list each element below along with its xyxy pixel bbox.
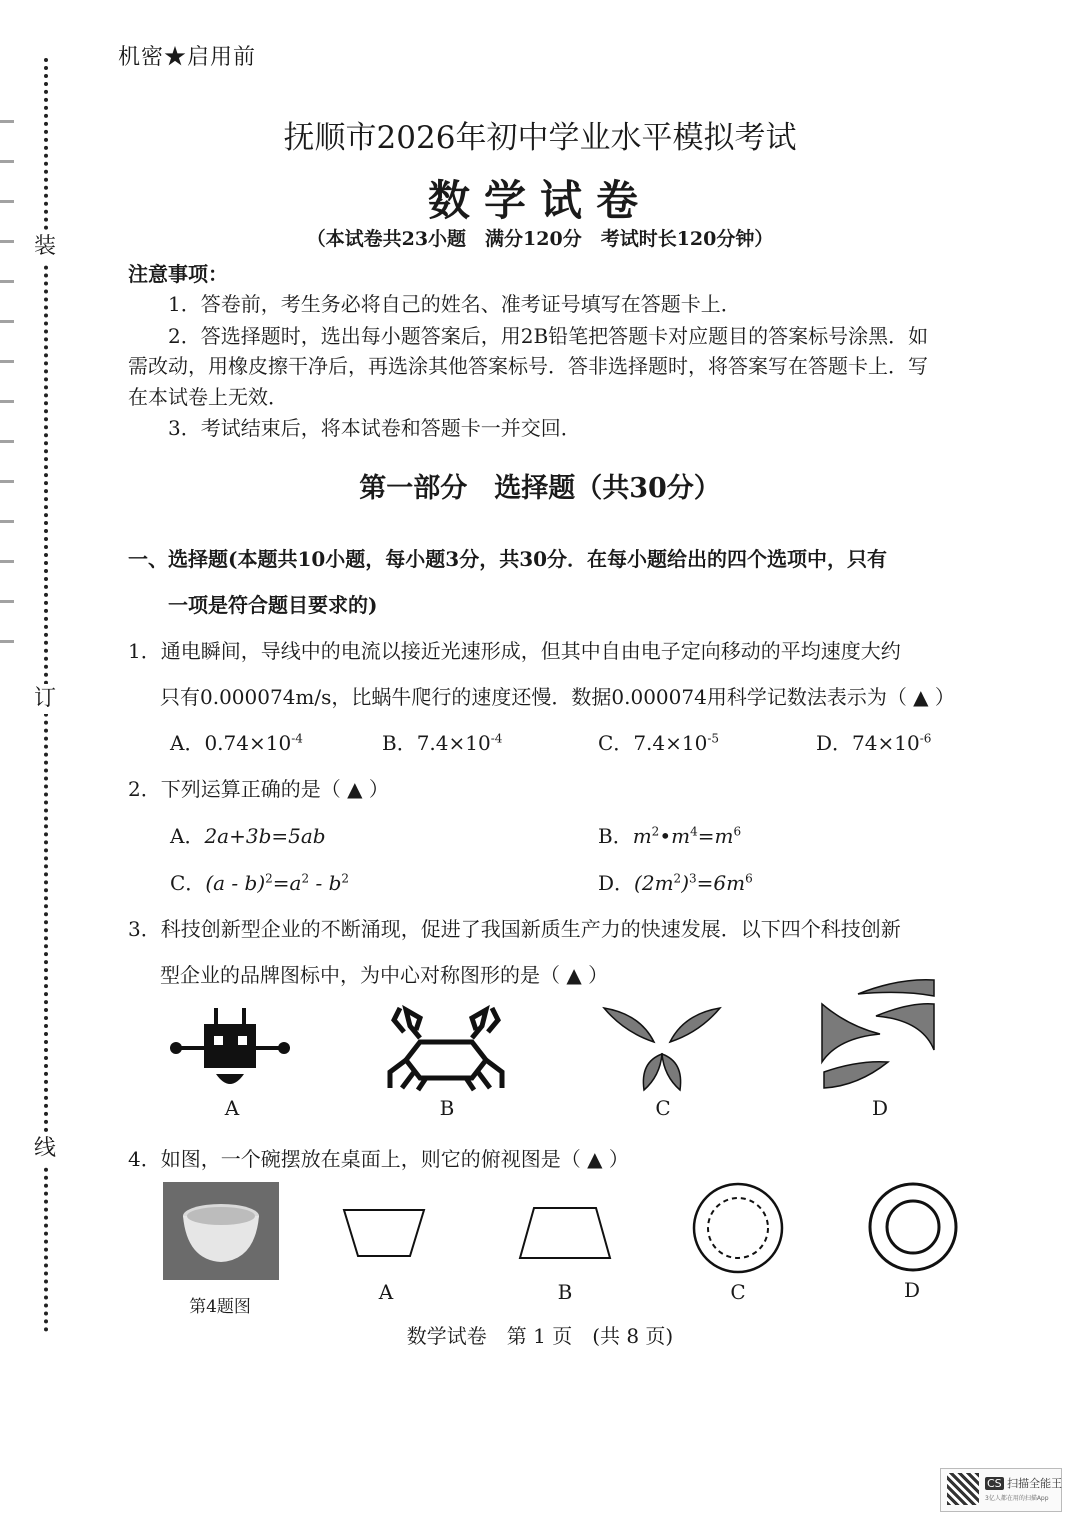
crab-logo-icon [386, 1002, 506, 1092]
q2-option-c: C．$(a - b)^2=a^2 - b^2$ [170, 871, 350, 895]
circle-dashed-inner-icon [690, 1180, 786, 1276]
q3-label-b: B [439, 1096, 455, 1120]
qr-code-icon [947, 1473, 979, 1505]
q1-option-b: B．$7.4\times 10^{-4}$ [382, 731, 503, 755]
notice-item-1: 1．答卷前，考生务必将自己的姓名、准考证号填写在答题卡上． [168, 292, 741, 316]
section-title: 第一部分 选择题（共30分） [359, 473, 721, 504]
q1-option-c: C．$7.4\times 10^{-5}$ [598, 731, 720, 755]
bowl-photo [163, 1182, 279, 1280]
secret-label: 机密★启用前 [118, 45, 257, 70]
trapezoid-icon [516, 1204, 616, 1262]
q4-label-d: D [903, 1278, 921, 1302]
notice-item-2-line3: 在本试卷上无效． [128, 385, 288, 409]
binding-char-ding: 订 [30, 684, 60, 714]
q2-stem: 2．下列运算正确的是（ ▲ ） [128, 777, 389, 801]
q1-stem-line1: 1．通电瞬间，导线中的电流以接近光速形成，但其中自由电子定向移动的平均速度大约 [128, 639, 901, 663]
scanner-watermark [940, 1468, 1062, 1512]
q1-stem-line2: 只有0.000074m/s，比蜗牛爬行的速度还慢．数据0.000074用科学记数法表示为（ ▲ ） [160, 685, 955, 709]
binding-char-zhuang: 装 [30, 232, 60, 262]
scanner-name: CS 扫描全能王 [987, 1477, 1063, 1490]
robot-logo-icon [168, 1002, 292, 1096]
q3-label-d: D [871, 1096, 889, 1120]
q4-label-c: C [730, 1280, 746, 1304]
concentric-circles-icon [866, 1180, 960, 1274]
q3-stem-line2: 型企业的品牌图标中，为中心对称图形的是（ ▲ ） [160, 963, 609, 987]
q4-figure-caption: 第4题图 [189, 1297, 251, 1317]
q3-stem-line1: 3．科技创新型企业的不断涌现，促进了我国新质生产力的快速发展．以下四个科技创新 [128, 917, 901, 941]
q3-label-c: C [655, 1096, 671, 1120]
bowl-image-icon [163, 1182, 279, 1280]
scanner-tagline: 3亿人都在用的扫描App [985, 1495, 1049, 1502]
exam-title: 抚顺市2026年初中学业水平模拟考试 [283, 120, 797, 156]
q2-option-d: D．$(2m^2)^3=6m^6$ [598, 871, 753, 895]
q4-label-a: A [378, 1280, 394, 1304]
q4-stem: 4．如图，一个碗摆放在桌面上，则它的俯视图是（ ▲ ） [128, 1147, 629, 1171]
notice-item-2-line1: 2．答选择题时，选出每小题答案后，用2B铅笔把答题卡对应题目的答案标号涂黑．如 [168, 324, 929, 348]
notice-heading: 注意事项： [128, 262, 228, 286]
binding-char-xian: 线 [30, 1134, 60, 1164]
notice-item-2-line2: 需改动，用橡皮擦干净后，再选涂其他答案标号．答非选择题时，将答案写在答题卡上．写 [128, 354, 928, 378]
trapezoid-inverted-icon [340, 1204, 428, 1262]
page-footer: 数学试卷 第 1 页 (共 8 页) [406, 1324, 674, 1348]
curved-triangle-logo-icon [600, 1002, 724, 1092]
q2-option-a: A．2a+3b=5ab [170, 824, 326, 848]
exam-info: （本试卷共23小题 满分120分 考试时长120分钟） [306, 228, 774, 250]
q4-label-b: B [557, 1280, 573, 1304]
q1-option-d: D．$74\times 10^{-6}$ [816, 731, 932, 755]
section-instructions-line1: 一、选择题(本题共10小题，每小题3分，共30分．在每小题给出的四个选项中，只有 [128, 547, 888, 571]
section-instructions-line2: 一项是符合题目要求的) [168, 593, 378, 617]
notice-item-3: 3．考试结束后，将本试卷和答题卡一并交回． [168, 416, 581, 440]
q3-label-a: A [224, 1096, 240, 1120]
q1-option-a: A．$0.74\times 10^{-4}$ [170, 731, 303, 755]
q2-option-b: B．$m^2•m^4=m^6$ [598, 824, 742, 848]
swirl-logo-icon [818, 976, 942, 1092]
subject-title: 数学试卷 [427, 176, 652, 225]
